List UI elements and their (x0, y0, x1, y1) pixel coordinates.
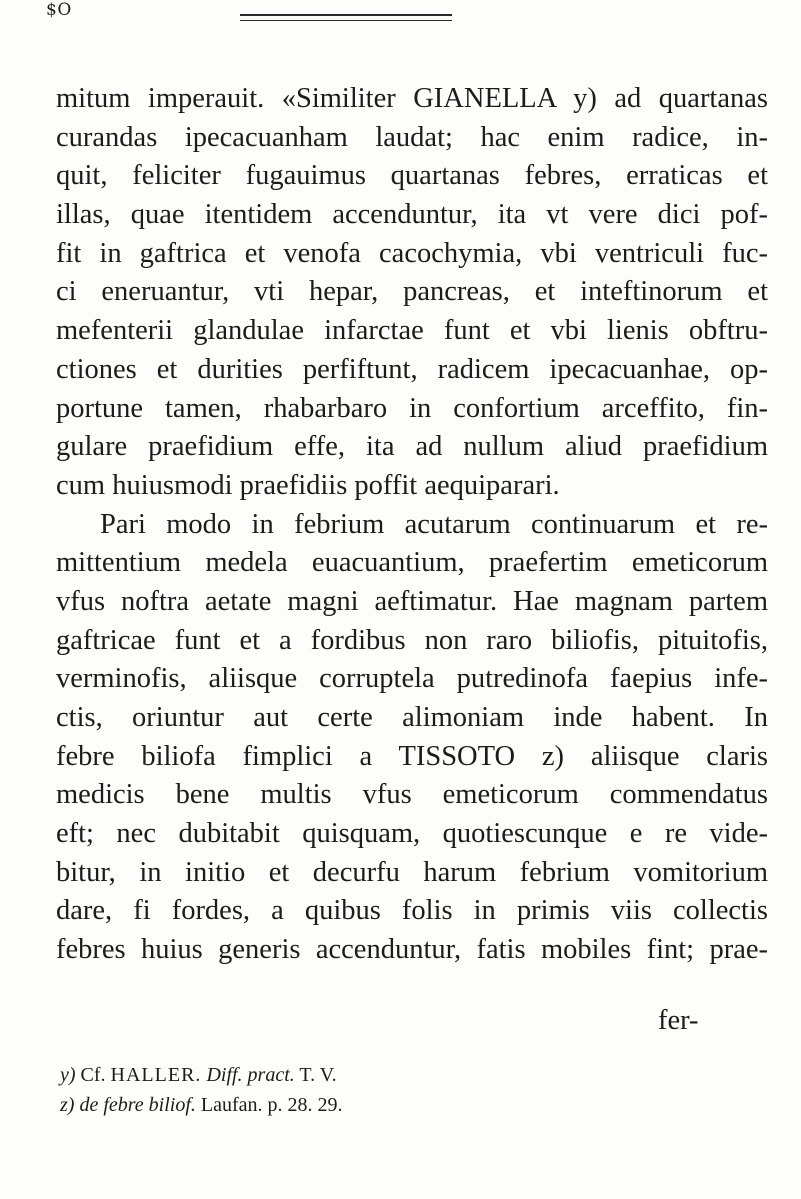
text-line: illas, quae itentidem accenduntur, ita vt vere dici pof- (56, 199, 768, 231)
text-line: Pari modo in febrium acutarum continuarum et re- (100, 508, 768, 540)
text-line: quit, feliciter fugauimus quartanas febres, erraticas et (56, 160, 768, 192)
footnote-z (60, 1090, 760, 1120)
text-line: curandas ipecacuanham laudat; hac enim radice, in- (56, 121, 768, 153)
footnote-title: de febre biliof. (79, 1094, 196, 1116)
text-line: portune tamen, rhabarbaro in confortium arceffito, fin- (56, 392, 768, 424)
text-line: ctis, oriuntur aut certe alimoniam inde habent. In (56, 702, 768, 733)
text-line: febres huius generis accenduntur, fatis mobiles fint; prae- (56, 934, 768, 966)
page-number: $O (46, 0, 72, 20)
text-line: gulare praefidium effe, ita ad nullum aliud praefidium (56, 431, 768, 463)
footnote-mark: z) (60, 1094, 75, 1116)
text-line: vfus noftra aetate magni aeftimatur. Hae magnam partem (56, 585, 768, 617)
text-line: verminofis, aliisque corruptela putredinofa faepius infe- (56, 663, 768, 695)
footnotes (60, 1060, 760, 1120)
text-line: gaftricae funt et a fordibus non raro biliofis, pituitofis, (56, 624, 768, 656)
text-line: bitur, in initio et decurfu harum febrium vomitorium (56, 856, 768, 888)
footnote-author: HALLER. (110, 1064, 202, 1086)
text-line: ctiones et durities perfiftunt, radicem ipecacuanhae, op- (56, 353, 768, 385)
footnote-prefix: Cf. (80, 1064, 106, 1086)
text-line: cum huiusmodi praefidiis poffit aequiparari. (56, 469, 560, 501)
footnote-mark: y) (60, 1064, 76, 1086)
text-line: eft; nec dubitabit quisquam, quotiescunque e re vide- (56, 818, 768, 850)
text-line: medicis bene multis vfus emeticorum commendatus (56, 779, 768, 811)
footnote-title: Diff. pract. (206, 1064, 295, 1086)
footnote-rest: T. V. (299, 1064, 337, 1086)
footnote-rest: Laufan. p. 28. 29. (200, 1094, 343, 1116)
catchword: fer- (658, 1005, 699, 1036)
text-line: mefenterii glandulae infarctae funt et vbi lienis obftru- (56, 315, 768, 347)
header-rule (240, 14, 452, 21)
text-line: mitum imperauit. «Similiter GIANELLA y) ad quartanas (56, 83, 768, 114)
body-text (56, 80, 768, 970)
text-line: mittentium medela euacuantium, praefertim emeticorum (56, 547, 768, 579)
text-line: ci eneruantur, vti hepar, pancreas, et inteftinorum et (56, 276, 768, 308)
text-line: febre biliofa fimplici a TISSOTO z) aliisque claris (56, 740, 768, 772)
footnote-y (60, 1060, 760, 1090)
text-line: fit in gaftrica et venofa cacochymia, vbi ventriculi fuc- (56, 237, 768, 269)
text-line: dare, fi fordes, a quibus folis in primis viis collectis (56, 895, 768, 927)
